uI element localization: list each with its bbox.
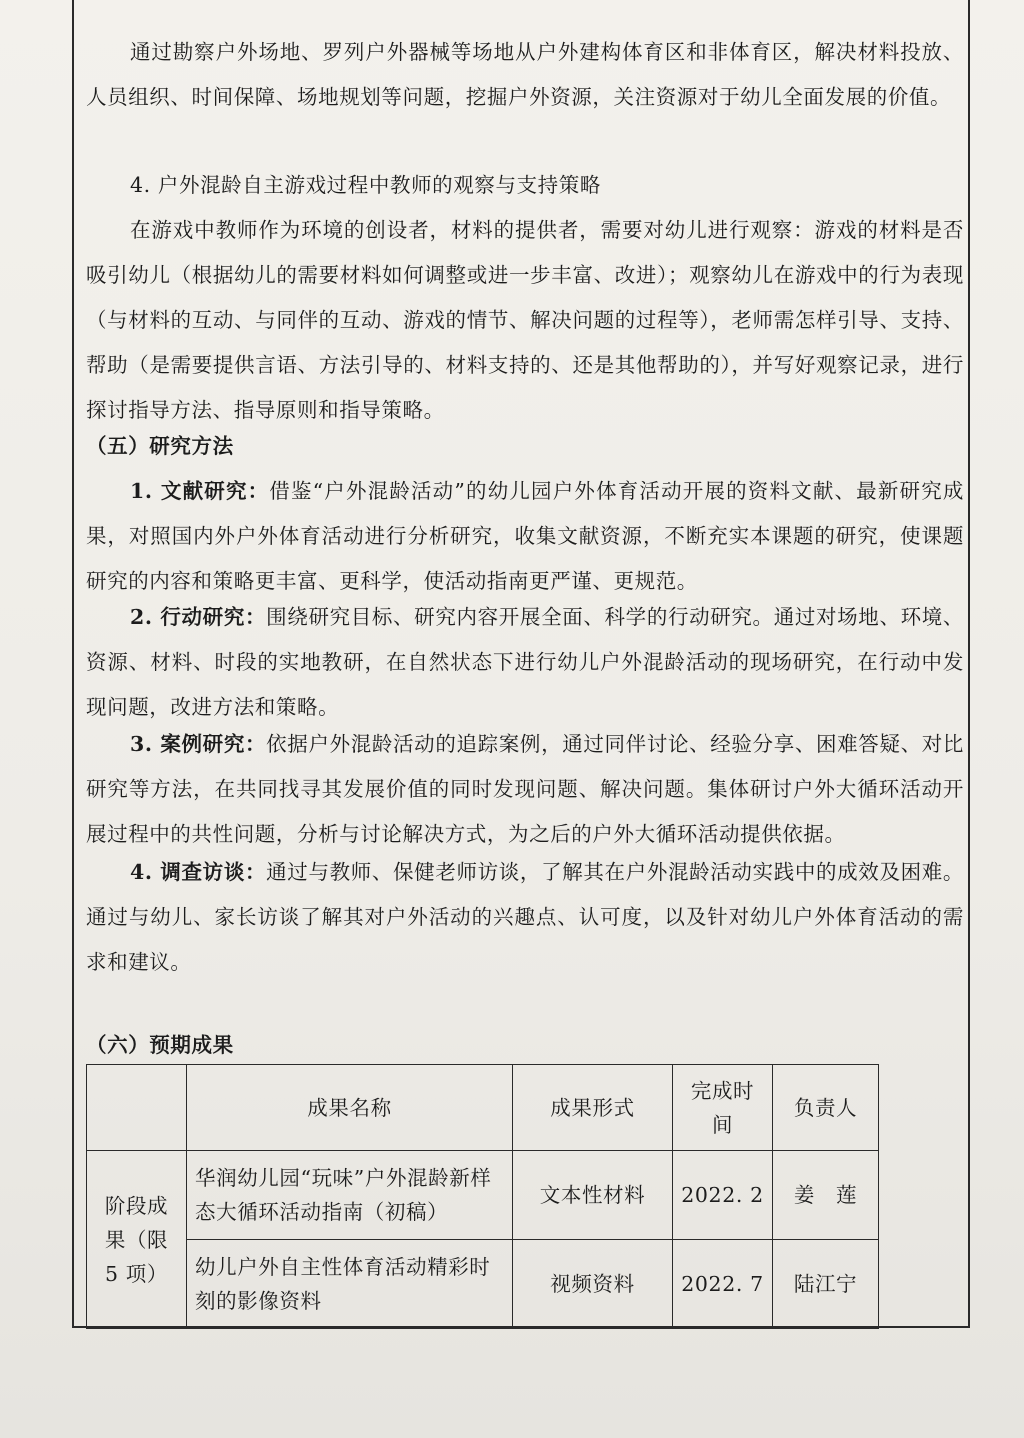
method-literature	[86, 469, 964, 604]
outcome-time-cell: 2022. 2	[673, 1151, 773, 1240]
table-row	[87, 1151, 879, 1240]
subheading-teacher-observation: 4. 户外混龄自主游戏过程中教师的观察与支持策略	[130, 173, 601, 197]
method-case-text: 依据户外混龄活动的追踪案例，通过同伴讨论、经验分享、困难答疑、对比研究等方法，在共同找寻其发展价值的同时发现问题、解决问题。集体研讨户外大循环活动开展过程中的共性问题，分析与讨论解决方式，为之后的户外大循环活动提供依据。	[86, 732, 964, 846]
method-action	[86, 595, 964, 730]
method-case-lead: 3. 案例研究：	[130, 732, 267, 756]
method-survey	[86, 850, 964, 985]
outcome-name-cell: 幼儿户外自主性体育活动精彩时刻的影像资料	[187, 1240, 513, 1329]
outcome-form-cell: 文本性材料	[513, 1151, 673, 1240]
method-survey-lead: 4. 调查访谈：	[130, 860, 267, 884]
method-literature-text: 借鉴“户外混龄活动”的幼儿园户外体育活动开展的资料文献、最新研究成果，对照国内外户外体育活动进行分析研究，收集文献资源，不断充实本课题的研究，使课题研究的内容和策略更丰富、更科学，使活动指南更严谨、更规范。	[86, 479, 964, 593]
outcome-owner-cell: 陆江宁	[773, 1240, 879, 1329]
method-action-text: 围绕研究目标、研究内容开展全面、科学的行动研究。通过对场地、环境、资源、材料、时段的实地教研，在自然状态下进行幼儿户外混龄活动的现场研究，在行动中发现问题，改进方法和策略。	[86, 605, 964, 719]
method-survey-text: 通过与教师、保健老师访谈，了解其在户外混龄活动实践中的成效及困难。通过与幼儿、家长访谈了解其对户外活动的兴趣点、认可度，以及针对幼儿户外体育活动的需求和建议。	[86, 860, 964, 974]
header-owner: 负责人	[773, 1065, 879, 1151]
outcomes-table	[86, 1064, 879, 1329]
header-blank-cell	[87, 1065, 187, 1151]
paragraph-site-survey: 通过勘察户外场地、罗列户外器械等场地从户外建构体育区和非体育区，解决材料投放、人员组织、时间保障、场地规划等问题，挖掘户外资源，关注资源对于幼儿全面发展的价值。	[86, 40, 964, 109]
paragraph-teacher-observation: 在游戏中教师作为环境的创设者，材料的提供者，需要对幼儿进行观察：游戏的材料是否吸引幼儿（根据幼儿的需要材料如何调整或进一步丰富、改进）；观察幼儿在游戏中的行为表现（与材料的互动、与同伴的互动、游戏的情节、解决问题的过程等），老师需怎样引导、支持、帮助（是需要提供言语、方法引导的、材料支持的、还是其他帮助的），并写好观察记录，进行探讨指导方法、指导原则和指导策略。	[86, 218, 964, 422]
section-title-outcomes: （六）预期成果	[86, 1033, 234, 1057]
header-outcome-name: 成果名称	[187, 1065, 513, 1151]
outcome-owner-cell: 姜 莲	[773, 1151, 879, 1240]
outcome-name-cell: 华润幼儿园“玩味”户外混龄新样态大循环活动指南（初稿）	[187, 1151, 513, 1240]
method-action-lead: 2. 行动研究：	[130, 605, 267, 629]
method-literature-lead: 1. 文献研究：	[130, 479, 270, 503]
header-outcome-form: 成果形式	[513, 1065, 673, 1151]
section-title-methods: （五）研究方法	[86, 434, 234, 458]
method-case	[86, 722, 964, 857]
table-row	[87, 1240, 879, 1329]
outcome-time-cell: 2022. 7	[673, 1240, 773, 1329]
outcome-form-cell: 视频资料	[513, 1240, 673, 1329]
header-completion-time: 完成时间	[673, 1065, 773, 1151]
table-header-row	[87, 1065, 879, 1151]
stage-outcome-label: 阶段成果（限 5 项）	[87, 1151, 187, 1329]
